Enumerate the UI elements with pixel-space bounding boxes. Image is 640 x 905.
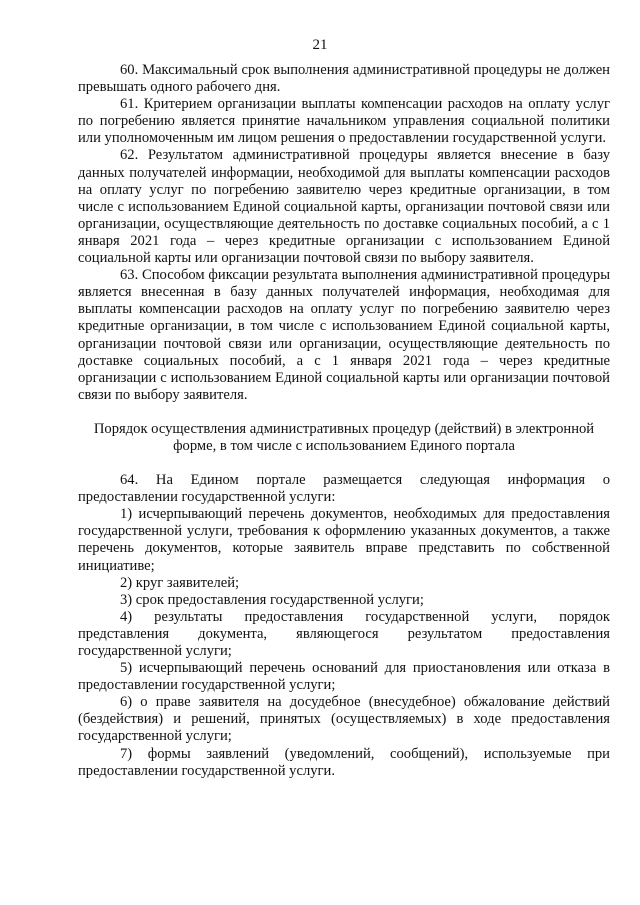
list-item-4: 4) результаты предоставления государственной услуги, порядок представления документа, являющегося результатом предоставления государственной услуги;: [78, 608, 610, 659]
paragraph-62: 62. Результатом административной процедуры является внесение в базу данных получателей информации, необходимой для выплаты компенсации расходов на оплату услуг по погребению заявителю через кредитные организации, в том числе с использованием Единой социальной карты, организации почтовой связи или организации, осуществляющие деятельность по доставке социальных пособий, а с 1 января 2021 года – через кредитные организации с использованием Единой социальной карты или организации почтовой связи по выбору заявителя.: [78, 147, 610, 267]
list-item-7: 7) формы заявлений (уведомлений, сообщений), используемые при предоставлении государственной услуги.: [78, 745, 610, 779]
paragraph-64: 64. На Едином портале размещается следующая информация о предоставлении государственной услуги:: [78, 472, 610, 506]
heading-spacer: [78, 455, 610, 472]
list-item-6: 6) о праве заявителя на досудебное (внесудебное) обжалование действий (бездействия) и решений, принятых (осуществляемых) в ходе предоставления государственной услуги;: [78, 694, 610, 745]
list-item-2: 2) круг заявителей;: [120, 574, 240, 591]
paragraph-60: 60. Максимальный срок выполнения административной процедуры не должен превышать одного рабочего дня.: [78, 62, 610, 96]
document-body: [78, 62, 610, 780]
paragraph-63: 63. Способом фиксации результата выполнения административной процедуры является внесенная в базу данных получателей информация, необходимая для выплаты компенсации расходов на оплату услуг по погребению заявителю через кредитные организации, в том числе с использованием Единой социальной карты, организации почтовой связи или организации, осуществляющие деятельность по доставке социальных пособий, а с 1 января 2021 года – через кредитные организации с использованием Единой социальной карты или организации почтовой связи по выбору заявителя.: [78, 267, 610, 403]
list-item-3: 3) срок предоставления государственной услуги;: [120, 591, 424, 608]
list-item-1: 1) исчерпывающий перечень документов, необходимых для предоставления государственной услуги, требования к оформлению указанных документов, а также перечень документов, которые заявитель вправе представить по собственной инициативе;: [78, 506, 610, 574]
list-item-5: 5) исчерпывающий перечень оснований для приостановления или отказа в предоставлении государственной услуги;: [78, 660, 610, 694]
page-number: 21: [312, 37, 328, 53]
section-heading: Порядок осуществления административных процедур (действий) в электронной форме, в том числе с использованием Единого портала: [93, 420, 595, 454]
paragraph-61: 61. Критерием организации выплаты компенсации расходов на оплату услуг по погребению является принятие начальником управления социальной политики или уполномоченным им лицом решения о предоставлении государственной услуги.: [78, 96, 610, 147]
